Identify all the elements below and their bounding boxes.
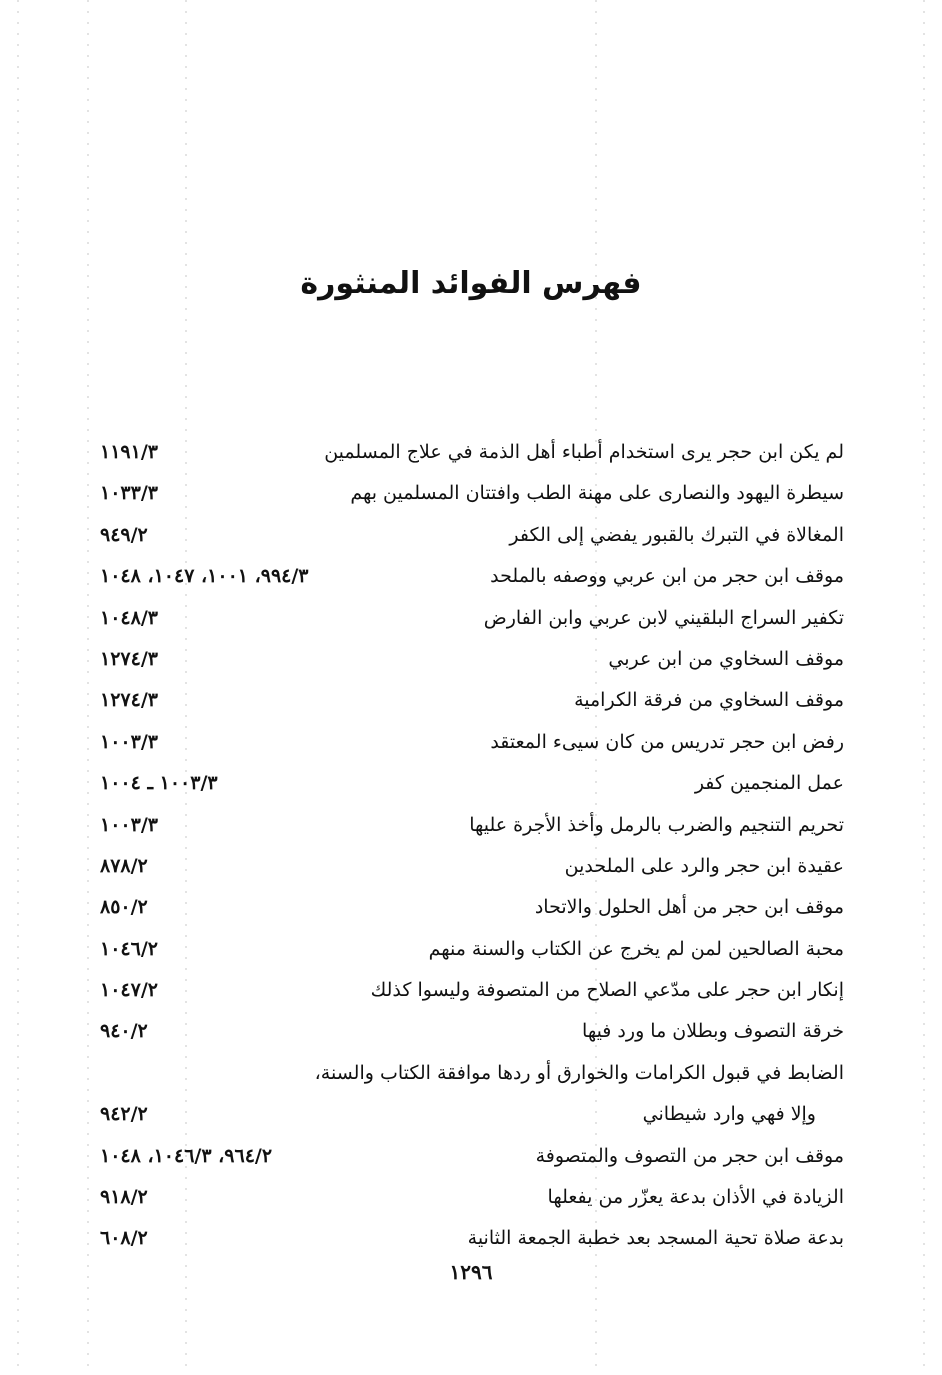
entry-topic: موقف ابن حجر من ابن عربي ووصفه بالملحد: [490, 565, 844, 588]
entry-topic: إنكار ابن حجر على مدّعي الصلاح من المتصوفة وليسوا كذلك: [370, 979, 844, 1002]
entry-topic: عمل المنجمين كفر: [694, 772, 844, 795]
entry-topic: خرقة التصوف وبطلان ما ورد فيها: [582, 1020, 844, 1043]
index-entry: [100, 1136, 844, 1177]
entry-topic: تكفير السراج البلقيني لابن عربي وابن الفارض: [483, 606, 844, 629]
index-entry: [100, 929, 844, 970]
index-entry: [100, 805, 844, 846]
index-entry: [100, 1053, 844, 1094]
entry-topic: موقف السخاوي من فرقة الكرامية: [574, 689, 844, 712]
index-entry: [100, 556, 844, 597]
page-title: فهرس الفوائد المنثورة: [300, 266, 642, 301]
index-entry: [100, 1094, 844, 1135]
entry-reference: ١٠٤٨/٣: [100, 606, 158, 629]
entry-reference: ٩٤٠/٢: [100, 1020, 148, 1043]
entry-reference: ٨٧٨/٢: [100, 854, 148, 877]
entry-reference: ١٢٧٤/٣: [100, 647, 158, 670]
entry-reference: ٨٥٠/٢: [100, 896, 148, 919]
entry-topic: عقيدة ابن حجر والرد على الملحدين: [564, 854, 844, 877]
entry-reference: ١٠٤٧/٢: [100, 979, 158, 1002]
index-entry: [100, 722, 844, 763]
entry-topic: تحريم التنجيم والضرب بالرمل وأخذ الأجرة عليها: [469, 813, 844, 836]
entry-topic: رفض ابن حجر تدريس من كان سيىء المعتقد: [490, 730, 844, 753]
entry-reference: ١٠٠٣/٣ ـ ١٠٠٤: [100, 772, 218, 795]
index-entry: [100, 1218, 844, 1259]
entry-topic: لم يكن ابن حجر يرى استخدام أطباء أهل الذمة في علاج المسلمين: [324, 441, 844, 463]
entry-topic: الضابط في قبول الكرامات والخوارق أو ردها موافقة الكتاب والسنة،: [314, 1061, 844, 1084]
entry-reference: ٩٤٩/٢: [100, 523, 148, 546]
index-entry: [100, 970, 844, 1011]
entry-reference: ١١٩١/٣: [100, 441, 158, 463]
index-entry: [100, 680, 844, 721]
entry-topic: موقف ابن حجر من أهل الحلول والاتحاد: [534, 896, 844, 919]
entry-reference: ٩٤٢/٢: [100, 1103, 148, 1126]
entry-topic: بدعة صلاة تحية المسجد بعد خطبة الجمعة الثانية: [467, 1227, 844, 1250]
entry-reference: ١٢٧٤/٣: [100, 689, 158, 712]
entry-topic: وإلا فهي وارد شيطاني: [642, 1103, 816, 1126]
index-entry: [100, 598, 844, 639]
index-entry: [100, 432, 844, 473]
entry-reference: ١٠٠٣/٣: [100, 730, 158, 753]
entry-topic: الزيادة في الأذان بدعة يعزّر من يفعلها: [547, 1186, 844, 1209]
entry-reference: ٦٠٨/٢: [100, 1227, 148, 1250]
index-entry: [100, 1011, 844, 1052]
index-list: [100, 432, 844, 1260]
page-number: ١٢٩٦: [449, 1260, 493, 1284]
index-entry: [100, 846, 844, 887]
entry-reference: ٩٩٤/٣، ١٠٠١، ١٠٤٧، ١٠٤٨: [100, 565, 309, 588]
index-entry: [100, 639, 844, 680]
entry-topic: المغالاة في التبرك بالقبور يفضي إلى الكفر: [509, 523, 844, 546]
entry-topic: محبة الصالحين لمن لم يخرج عن الكتاب والسنة منهم: [428, 937, 844, 960]
entry-topic: سيطرة اليهود والنصارى على مهنة الطب وافتتان المسلمين بهم: [350, 482, 844, 505]
entry-reference: ١٠٠٣/٣: [100, 813, 158, 836]
entry-reference: ١٠٤٦/٢: [100, 937, 158, 960]
index-entry: [100, 887, 844, 928]
index-entry: [100, 515, 844, 556]
entry-reference: ٩١٨/٢: [100, 1186, 148, 1209]
entry-topic: موقف ابن حجر من التصوف والمتصوفة: [535, 1144, 844, 1167]
entry-reference: ١٠٣٣/٣: [100, 482, 158, 505]
index-entry: [100, 473, 844, 514]
index-entry: [100, 763, 844, 804]
entry-topic: موقف السخاوي من ابن عربي: [608, 647, 844, 670]
index-entry: [100, 1177, 844, 1218]
entry-reference: ٩٦٤/٢، ١٠٤٦/٣، ١٠٤٨: [100, 1144, 273, 1167]
